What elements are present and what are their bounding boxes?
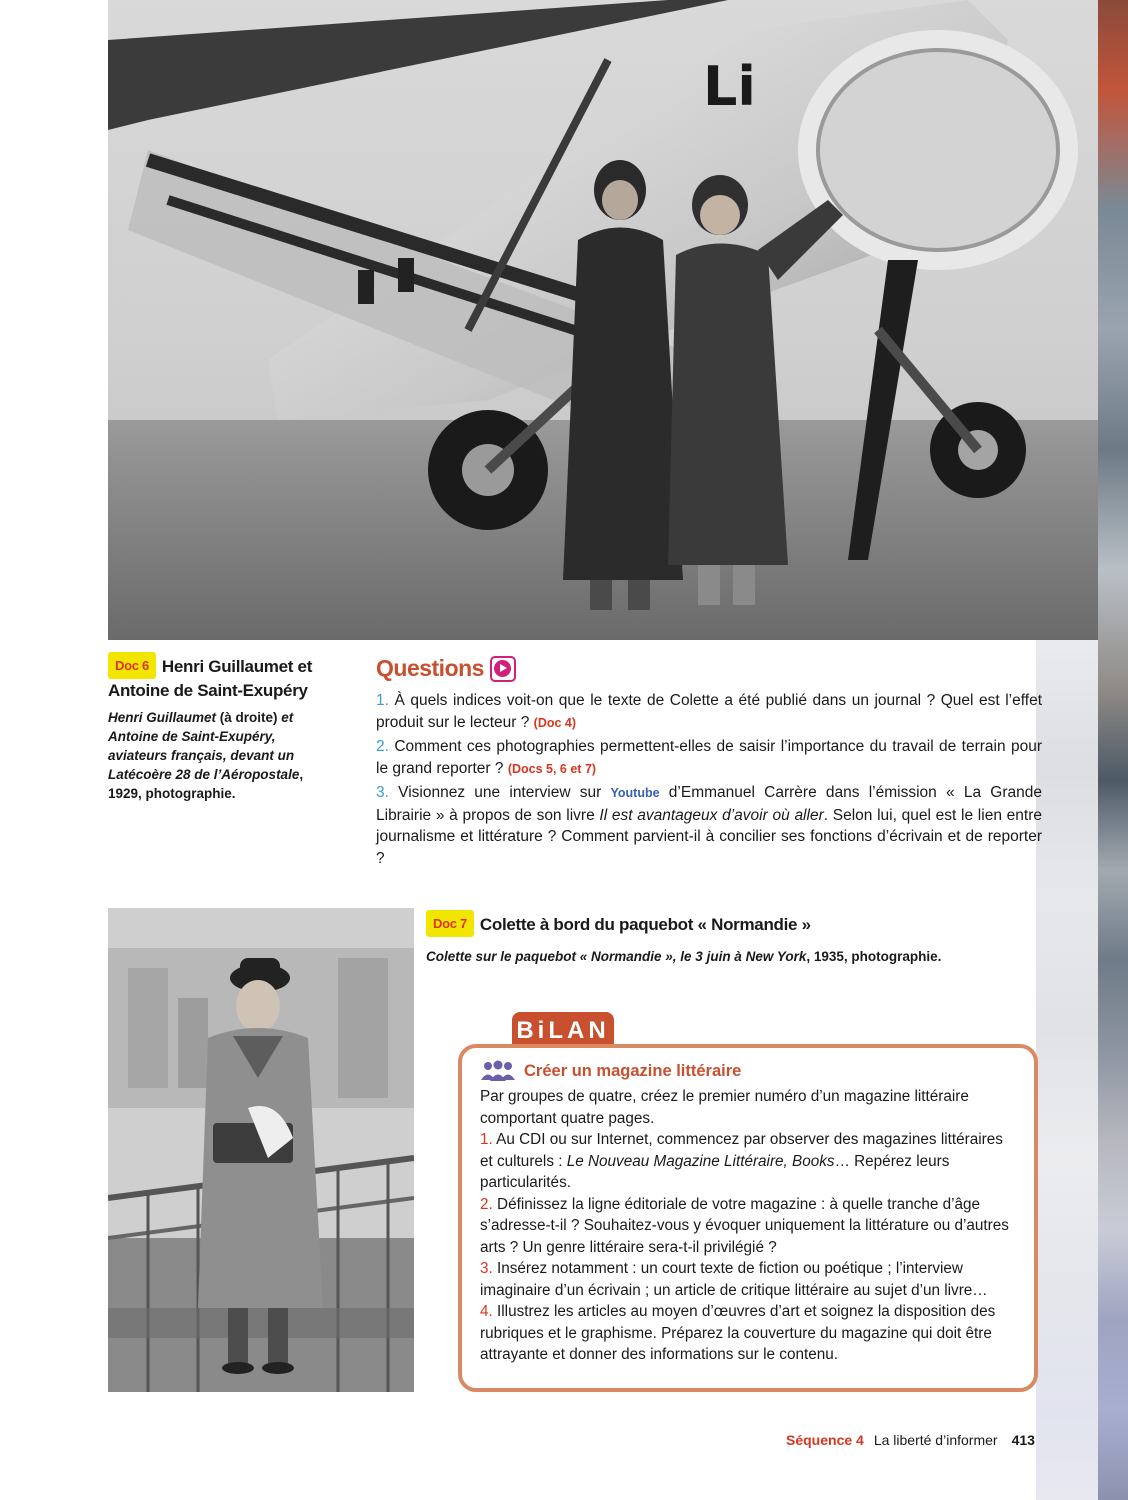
question-2 [376,736,1042,780]
questions-title: Questions [376,655,484,681]
doc7-caption [426,910,1006,966]
question-number: 1. [376,692,389,709]
doc7-caption-plain: , 1935, photographie. [806,949,942,964]
step-text: Insérez notamment : un court texte de fiction ou poétique ; l’interview imaginaire d’un écrivain ; un article de critique littéraire au sujet d’un livre… [480,1260,988,1299]
step-number: 1. [480,1131,493,1148]
step-text: Au CDI ou sur Internet, commencez par observer des magazines littéraires et culturels : [480,1131,1003,1170]
footer-title: La liberté d’informer [873,1432,998,1448]
doc7-caption-italic: Colette sur le paquebot « Normandie », le 3 juin à New York [426,949,807,964]
step-italic: Le Nouveau Magazine Littéraire, Books [566,1152,835,1170]
bilan-content [480,1086,1018,1366]
question-3 [376,782,1042,869]
question-text: À quels indices voit-on que le texte de Colette a été publié dans un journal ? Quel est l’effet produit sur le lecteur ? [376,692,1042,731]
doc6-tag: Doc 6 [108,652,156,679]
question-text: d’Emmanuel Carrère dans l’émission « La Grande Librairie » à propos de son livre [376,784,1042,824]
step-text: Définissez la ligne éditoriale de votre magazine : à quelle tranche d’âge s’adresse-t-il ? Souhaitez-vous y évoquer uniquement la littérature ou d’autres arts ? Un genre littéraire sera-t-il privilégié ? [480,1195,1009,1256]
question-text: Visionnez une interview sur [388,784,611,801]
decorative-side-strip-lower [1036,640,1098,1500]
play-video-icon[interactable] [490,656,516,682]
plane-marking: Li [703,55,756,118]
page-number: 413 [1011,1432,1035,1448]
bilan-header [480,1060,1018,1082]
bilan-intro: Par groupes de quatre, créez le premier numéro d’un magazine littéraire comportant quatre pages. [480,1088,969,1127]
doc6-caption-italic-1: Henri Guillaumet [108,710,217,725]
bilan-step-1 [480,1129,1018,1194]
bilan-step-4 [480,1301,1018,1366]
page-footer [786,1432,1056,1448]
questions-section [376,655,1042,871]
doc6-caption-plain-2: , 1929, photographie. [108,767,304,801]
doc7-title [426,910,1006,937]
question-text: Comment ces photographies permettent-elles de saisir l’importance du travail de terrain pour le grand reporter ? [376,738,1042,777]
photo-colette [108,908,414,1392]
photo-aviators-plane [108,0,1098,640]
doc6-description [108,708,318,803]
bilan-box [458,1044,1038,1392]
step-number: 4. [480,1303,493,1320]
photo-colette-illustration [108,908,414,1392]
step-number: 3. [480,1260,493,1277]
book-title: Il est avantageux d’avoir où aller [599,806,824,824]
question-text: . Selon lui, quel est le lien entre journalisme et littérature ? Comment parvient-il à concilier ses fonctions d’écrivain et de reporter ? [376,806,1042,867]
doc7-title-text: Colette à bord du paquebot « Normandie » [479,915,811,934]
doc6-caption [108,652,318,803]
question-1 [376,690,1042,734]
doc6-caption-italic-2: et Antoine de Saint-Exupéry, aviateurs français, devant un Latécoère 28 de l’Aéropostale [108,710,300,782]
question-reference: (Docs 5, 6 et 7) [507,761,597,776]
doc6-title-text: Henri Guillaumet et Antoine de Saint-Exupéry [108,657,313,700]
photo-aviators-illustration [108,0,1098,640]
doc7-description [426,947,1006,966]
footer-sequence: Séquence 4 [786,1432,864,1448]
questions-list [376,690,1042,869]
group-icon [480,1060,516,1082]
doc6-title [108,652,318,702]
question-number: 2. [376,738,389,755]
bilan-tab: BiLAN [512,1012,614,1050]
bilan-step-3 [480,1258,1018,1301]
step-number: 2. [480,1195,493,1213]
questions-header [376,655,1042,682]
doc7-tag: Doc 7 [426,910,474,937]
decorative-side-strip [1098,0,1128,1500]
question-reference: (Doc 4) [533,715,577,730]
doc6-caption-plain-1: (à droite) [216,710,282,725]
step-text: … Repérez leurs particularités. [480,1152,950,1191]
step-text: Illustrez les articles au moyen d’œuvres d’art et soignez la disposition des rubriques et le graphisme. Préparez la couverture du magazine qui doit être attrayante et donner des informations sur le contenu. [480,1303,996,1363]
question-number: 3. [376,784,389,801]
bilan-title: Créer un magazine littéraire [524,1061,742,1080]
youtube-link[interactable]: Youtube [610,786,660,800]
bilan-step-2 [480,1194,1018,1259]
